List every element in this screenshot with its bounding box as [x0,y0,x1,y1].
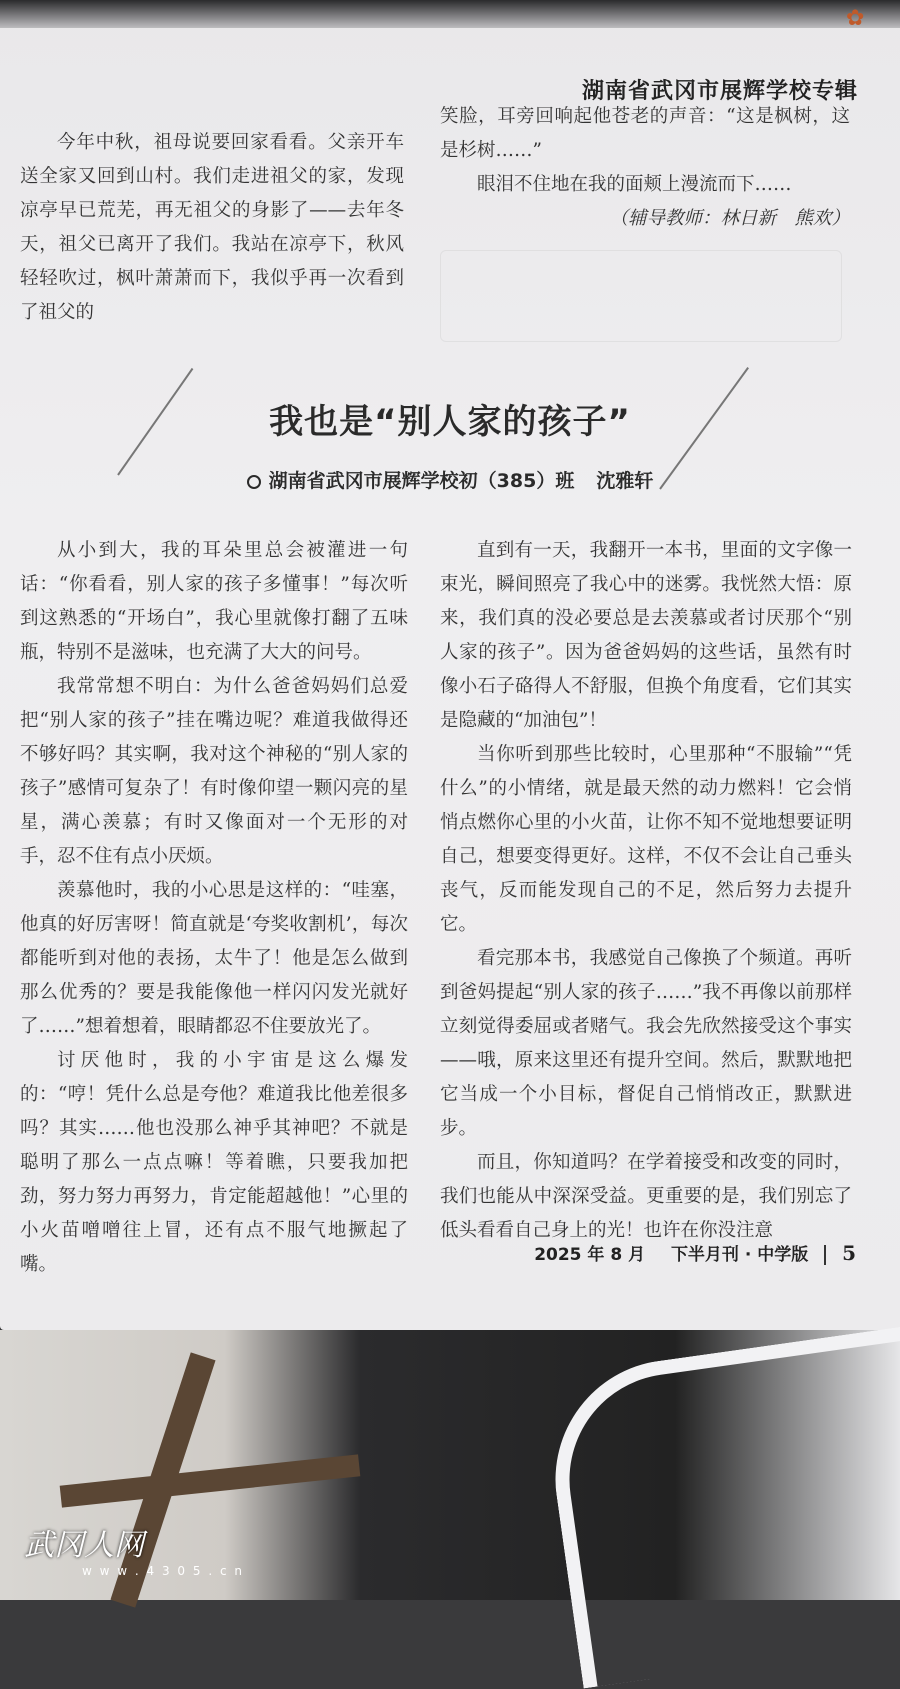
byline-school: 湖南省武冈市展辉学校初（385）班 [268,470,575,492]
bullet-circle-icon [247,475,261,489]
previous-article-left-column [20,126,404,330]
issue-date: 2025 年 8 月 [534,1245,646,1265]
site-watermark [24,1520,244,1578]
show-through-box [440,250,842,342]
paragraph: 眼泪不住地在我的面颊上漫流而下…… [477,174,792,195]
paragraph: 我常常想不明白：为什么爸爸妈妈们总爱把“别人家的孩子”挂在嘴边呢？难道我做得还不够好吗？其实啊，我对这个神秘的“别人家的孩子”感情可复杂了！有时像仰望一颗闪亮的星星，满心羡慕；有时又像面对一个无形的对手，忍不住有点小厌烦。 [20,676,408,867]
watermark-url: w w w . 4 3 0 5 . c n [82,1564,244,1578]
page-top-shadow [0,0,900,28]
watermark-logo: 武冈人网 [24,1528,144,1563]
byline-author: 沈雅轩 [596,470,654,492]
edition-label: 下半月刊 · 中学版 [670,1245,809,1265]
paragraph: 当你听到那些比较时，心里那种“不服输”“凭什么”的小情绪，就是最天然的动力燃料！它会悄悄点燃你心里的小火苗，让你不知不觉地想要证明自己，想要变得更好。这样，不仅不会让自己垂头丧气，反而能发现自己的不足，然后努力去提升它。 [440,744,852,935]
teacher-note: （辅导教师：林日新 熊欢） [609,208,850,229]
article-title: 我也是“别人家的孩子” [269,402,631,442]
paragraph: 直到有一天，我翻开一本书，里面的文字像一束光，瞬间照亮了我心中的迷雾。我恍然大悟：原来，我们真的没必要总是去羡慕或者讨厌那个“别人家的孩子”。因为爸爸妈妈的这些话，虽然有时像小石子硌得人不舒服，但换个角度看，它们其实是隐藏的“加油包”！ [440,540,852,731]
page-number: 5 [842,1241,856,1265]
paragraph: 讨厌他时，我的小宇宙是这么爆发的：“哼！凭什么总是夸他？难道我比他差很多吗？其实……他也没那么神乎其神吧？不就是聪明了那么一点点嘛！等着瞧，只要我加把劲，努力努力再努力，肯定能超越他！”心里的小火苗噌噌往上冒，还有点不服气地撅起了嘴。 [20,1050,408,1275]
corner-logo-icon: ✿ [846,6,865,31]
article-byline [0,466,900,493]
paragraph: 而且，你知道吗？在学着接受和改变的同时，我们也能从中深深受益。更重要的是，我们别忘了低头看看自己身上的光！也许在你没注意 [440,1152,852,1241]
paragraph: 笑脸，耳旁回响起他苍老的声音：“这是枫树，这是杉树……” [440,106,850,161]
paragraph: 从小到大，我的耳朵里总会被灌进一句话：“你看看，别人家的孩子多懂事！”每次听到这熟悉的“开场白”，我心里就像打翻了五味瓶，特别不是滋味，也充满了大大的问号。 [20,540,408,663]
previous-article-right-column [440,100,850,236]
special-issue-header: 湖南省武冈市展辉学校专辑 [581,79,858,104]
article-right-column [440,534,852,1248]
page-footer [534,1240,856,1265]
paragraph: 看完那本书，我感觉自己像换了个频道。再听到爸妈提起“别人家的孩子……”我不再像以前那样立刻觉得委屈或者赌气。我会先欣然接受这个事实——哦，原来这里还有提升空间。然后，默默地把它当成一个小目标，督促自己悄悄改正，默默进步。 [440,948,852,1139]
article-left-column [20,534,408,1282]
chair-frame [60,1454,361,1507]
footer-divider [824,1245,826,1265]
paragraph: 羡慕他时，我的小心思是这样的：“哇塞，他真的好厉害呀！简直就是‘夸奖收割机’，每次都能听到对他的表扬，太牛了！他是怎么做到那么优秀的？要是我能像他一样闪闪发光就好了……”想着想着，眼睛都忍不住要放光了。 [20,880,408,1037]
paragraph: 今年中秋，祖母说要回家看看。父亲开车送全家又回到山村。我们走进祖父的家，发现凉亭早已荒芜，再无祖父的身影了——去年冬天，祖父已离开了我们。我站在凉亭下，秋风轻轻吹过，枫叶萧萧而下，我似乎再一次看到了祖父的 [20,132,404,323]
